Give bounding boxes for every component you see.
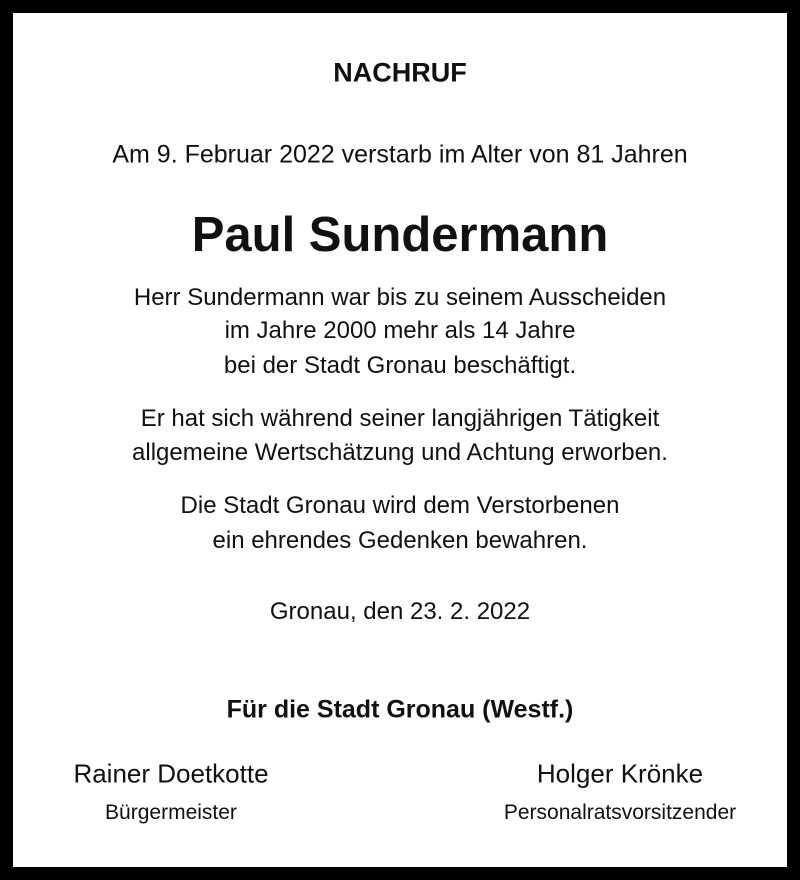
paragraph-line: ein ehrendes Gedenken bewahren.: [212, 527, 588, 554]
signatory-title: Bürgermeister: [105, 801, 237, 824]
paragraph-line: Die Stadt Gronau wird dem Verstorbenen: [180, 492, 620, 519]
signatory-name: Holger Krönke: [536, 758, 704, 789]
deceased-name: Paul Sundermann: [191, 208, 609, 262]
paragraph-line: bei der Stadt Gronau beschäftigt.: [223, 352, 577, 379]
heading: NACHRUF: [333, 57, 467, 88]
signatory-name: Rainer Doetkotte: [73, 758, 269, 789]
obituary-border: [13, 13, 787, 867]
paragraph-line: Er hat sich während seiner langjährigen Tätigkeit: [140, 405, 660, 432]
signatory-title: Personalratsvorsitzender: [503, 801, 737, 824]
paragraph-line: Herr Sundermann war bis zu seinem Ausscheiden: [133, 284, 667, 311]
organization: Für die Stadt Gronau (Westf.): [226, 695, 574, 724]
place-date: Gronau, den 23. 2. 2022: [269, 598, 531, 625]
paragraph-line: allgemeine Wertschätzung und Achtung erworben.: [132, 439, 668, 466]
intro-text: Am 9. Februar 2022 verstarb im Alter von 81 Jahren: [112, 140, 688, 169]
paragraph-line: im Jahre 2000 mehr als 14 Jahre: [224, 317, 576, 344]
